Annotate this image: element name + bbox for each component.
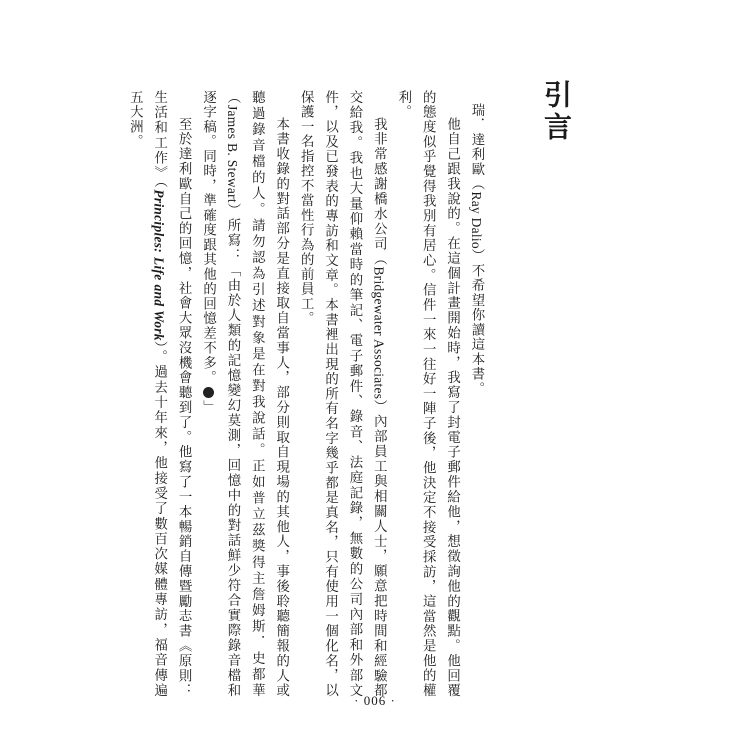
paragraph-4 <box>195 90 293 698</box>
p4-english-name: James B. Stewart <box>224 105 240 203</box>
p5-book-title-english: Principles: Life and Work <box>151 189 167 341</box>
p3-text-b: ）內部員工與相關人士，願意把時間和經驗都交給我。我也大量仰賴當時的筆記、電子郵件、錄音、法庭記錄，無數的公司內部和外部文件，以及已發表的專訪和文章。本書裡出現的所有名字幾乎都是真名，只有使用一個化名，以保護一名指控不當性行為的前員工。 <box>298 90 387 699</box>
footnote-marker[interactable]: 1 <box>203 387 214 398</box>
p1-english-name: Ray Dalio <box>469 191 484 250</box>
p3-text-a: 我非常感謝橋水公司（ <box>371 116 387 267</box>
p4-text-b: ）所寫：「由於人類的記憶變幻莫測，回憶中的對話鮮少符合實際錄音檔和逐字稿。同時，準確度跟其他的回憶差不多。 <box>200 90 240 699</box>
paragraph-3 <box>293 90 391 698</box>
p3-english-name: Bridgewater Associates <box>371 266 387 400</box>
paragraph-5 <box>122 90 195 698</box>
p5-text-b: ）。過去十年來，他接受了數百次媒體專訪，福音傳遍五大洲。 <box>127 90 167 698</box>
p5-text-a: 至於達利歐自己的回憶，社會大眾沒機會聽到了。他寫了一本暢銷自傳暨勵志書《原則：生活和工作》（ <box>151 90 192 698</box>
p4-text-a: 本書收錄的對話部分是直接取自當事人，部分則取自現場的其他人，事後聆聽簡報的人或聽過錄音檔的人。請勿認為引述對象是在對我說話。正如普立茲獎得主詹姆斯．史都華（ <box>224 90 289 698</box>
paragraph-1 <box>464 90 488 698</box>
paragraph-2: 他自己跟我說的。在這個計畫開始時，我寫了封電子郵件給他，想徵詢他的觀點。他回覆的態度似乎覺得我別有居心。信件一來一往好一陣子後，他決定不接受採訪，這當然是他的權利。 <box>395 90 460 698</box>
chapter-title: 引言 <box>540 80 573 144</box>
p4-text-c: 」 <box>200 400 216 415</box>
page-number: · 006 · <box>354 693 396 708</box>
p1-text-b: ）不希望你讀這本書。 <box>469 249 484 397</box>
p1-text-a: 瑞．達利歐（ <box>469 103 484 192</box>
body-text <box>127 90 488 699</box>
